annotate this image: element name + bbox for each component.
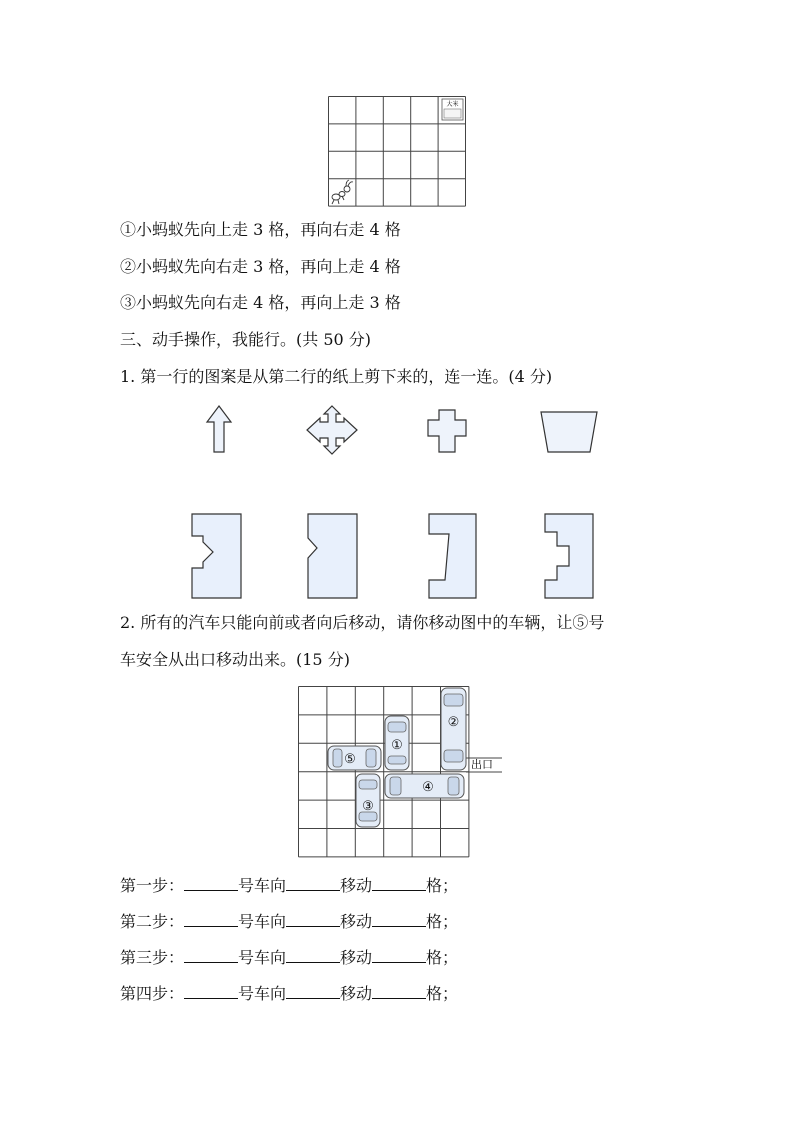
step-1 [120, 874, 458, 896]
step-3 [120, 946, 458, 968]
car-2-label: ② [447, 715, 460, 730]
paper-bevel-notch[interactable] [308, 514, 357, 598]
step-text: 号车向 [238, 984, 287, 1003]
ant-grid [328, 96, 468, 208]
car-1[interactable] [385, 716, 409, 770]
step-text: 号车向 [238, 912, 287, 931]
car-3-label: ③ [362, 799, 374, 814]
car-4-label: ④ [422, 780, 434, 795]
count-blank[interactable] [372, 910, 426, 927]
step-text: 号车向 [238, 948, 287, 967]
step-label: 第四步： [120, 984, 185, 1003]
step-text: 格； [426, 984, 459, 1003]
q1-top-shapes [190, 400, 610, 460]
q1-text: 1. 第一行的图案是从第二行的纸上剪下来的，连一连。(4 分) [120, 367, 553, 386]
sign-text: 大米 [446, 101, 459, 108]
paper-cross-notch[interactable] [545, 514, 593, 598]
parking-grid [298, 686, 504, 858]
arrow-up-shape[interactable] [207, 406, 231, 452]
direction-blank[interactable] [286, 946, 340, 963]
car-number-blank[interactable] [184, 946, 238, 963]
count-blank[interactable] [372, 874, 426, 891]
exit-label: 出口 [471, 758, 493, 771]
q2-text-line2: 车安全从出口移动出来。(15 分) [120, 650, 350, 669]
direction-blank[interactable] [286, 874, 340, 891]
step-text: 移动 [340, 912, 373, 931]
car-5[interactable] [328, 746, 381, 770]
car-number-blank[interactable] [184, 874, 238, 891]
q1-bottom-papers [185, 510, 605, 602]
step-4 [120, 982, 458, 1004]
car-5-label: ⑤ [344, 752, 356, 767]
step-text: 格； [426, 912, 459, 931]
step-2 [120, 910, 458, 932]
direction-blank[interactable] [286, 910, 340, 927]
four-way-arrow-shape[interactable] [307, 406, 357, 454]
ant-icon [332, 180, 353, 204]
cross-shape[interactable] [428, 410, 466, 452]
step-text: 移动 [340, 984, 373, 1003]
signboard-icon [442, 99, 463, 120]
car-1-label: ① [391, 738, 403, 753]
step-text: 移动 [340, 876, 373, 895]
count-blank[interactable] [372, 982, 426, 999]
car-2[interactable] [441, 688, 466, 770]
car-number-blank[interactable] [184, 982, 238, 999]
step-label: 第三步： [120, 948, 185, 967]
car-number-blank[interactable] [184, 910, 238, 927]
direction-blank[interactable] [286, 982, 340, 999]
car-4[interactable] [385, 774, 464, 798]
paper-arrow-notch[interactable] [192, 514, 241, 598]
option-3: ③小蚂蚁先向右走 4 格，再向上走 3 格 [120, 293, 401, 312]
section-title: 三、动手操作，我能行。(共 50 分) [120, 330, 372, 349]
q2-text-line1: 2. 所有的汽车只能向前或者向后移动，请你移动图中的车辆，让⑤号 [120, 613, 605, 632]
option-2: ②小蚂蚁先向右走 3 格，再向上走 4 格 [120, 257, 401, 276]
step-label: 第二步： [120, 912, 185, 931]
step-text: 格； [426, 876, 459, 895]
paper-trapezoid-notch[interactable] [429, 514, 476, 598]
option-1: ①小蚂蚁先向上走 3 格，再向右走 4 格 [120, 220, 401, 239]
step-text: 号车向 [238, 876, 287, 895]
count-blank[interactable] [372, 946, 426, 963]
car-3[interactable] [356, 774, 380, 827]
step-label: 第一步： [120, 876, 185, 895]
step-text: 格； [426, 948, 459, 967]
trapezoid-shape[interactable] [541, 412, 597, 452]
step-text: 移动 [340, 948, 373, 967]
